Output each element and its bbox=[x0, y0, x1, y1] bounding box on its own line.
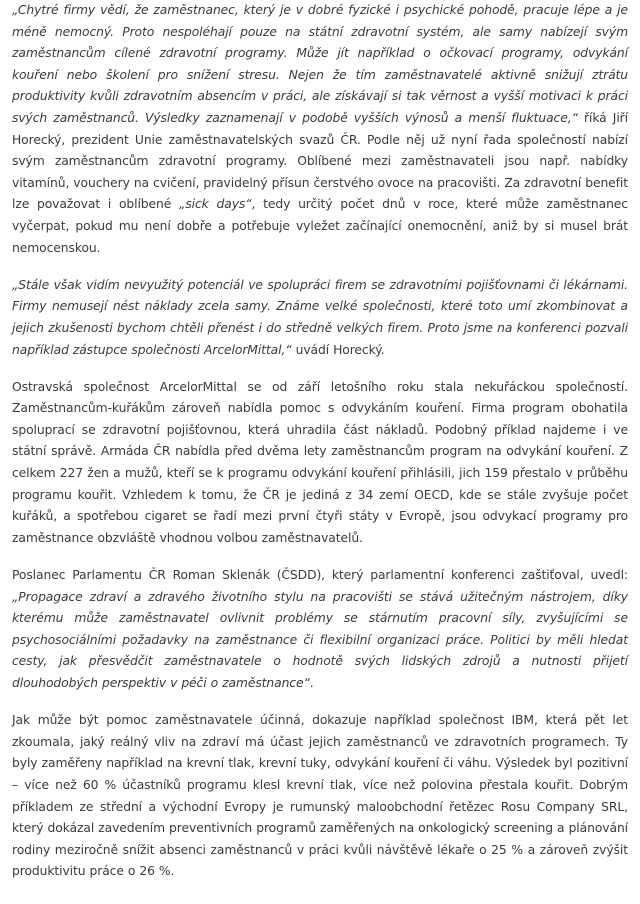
paragraph-4 bbox=[12, 565, 628, 695]
paragraph-2-attribution: uvádí Horecký. bbox=[291, 342, 385, 357]
sick-days-term: „sick days“ bbox=[179, 197, 252, 212]
paragraph-5-text: Jak může být pomoc zaměstnavatele účinná, dokazuje například společnost IBM, která pět let zkoumala, jaký reálný vliv na zdraví má účast jejich zaměstnanců ve zdravotních programech. Ty byly zaměřeny například na krevní tlak, krevní tuky, odvykání kouření či váhu. Výsledek byl pozitivní – více než 60 % účastníků programu klesl krevní tlak, více než polovina přestala kouřit. Dobrým příkladem ze střední a východní Evropy je rumunský maloobchodní řetězec Rosu Company SRL, který dokázal zavedením preventivních programů zaměřených na onkologický screening a plánování rodiny meziročně snížit absenci zaměstnanců v práci kvůli návštěvě lékaře o 25 % a zároveň zvýšit produktivitu práce o 26 %. bbox=[12, 713, 628, 879]
paragraph-3-text: Ostravská společnost ArcelorMittal se od září letošního roku stala nekuřáckou společností. Zaměstnancům-kuřákům zároveň nabídla pomoc s odvykáním kouření. Firma program obohatila spoluprací se zdravotní pojišťovnou, která uhradila část nákladů. Podobný příklad najdeme i ve státní správě. Armáda ČR nabídla před dvěma lety zaměstnancům program na odvykání kouření. Z celkem 227 žen a mužů, kteří se k programu odvykání kouření přihlásili, jich 159 přestalo v průběhu programu kouřit. Vzhledem k tomu, že ČR je jediná z 34 zemí OECD, kde se stále zvyšuje počet kuřáků, a spotřebou cigaret se řadí mezi první čtyři státy v Evropě, jsou odvykací programy pro zaměstnance obzvláště vhodnou volbou zaměstnavatelů. bbox=[12, 379, 628, 545]
quote-horecky-1: „Chytré firmy vědí, že zaměstnanec, který je v dobré fyzické i psychické pohodě, pracuje lépe a je méně nemocný. Proto nespoléhají pouze na státní zdravotní systém, ale samy nabízejí svým zaměstnancům cílené zdravotní programy. Může jít například o očkovací programy, odvykání kouření nebo školení pro snížení stresu. Nejen že tím zaměstnavatelé aktivně snižují ztrátu produktivity kvůli zdravotním absencím v práci, ale získávají si tak věrnost a vyšší motivaci k práci svých zaměstnanců. Výsledky zaznamenají v podobě vyšších výnosů a menší fluktuace,“ bbox=[12, 3, 628, 125]
paragraph-1-text-b: , tedy určitý počet dnů v roce, které může zaměstnanec vyčerpat, pokud mu není dobře a potřebuje vyležet začínající onemocnění, aniž by si musel brát nemocenskou. bbox=[12, 197, 628, 255]
paragraph-1 bbox=[12, 0, 628, 259]
paragraph-5 bbox=[12, 710, 628, 883]
paragraph-4-intro: Poslanec Parlamentu ČR Roman Sklenák (ČSDD), který parlamentní konferenci zaštiťoval, uvedl: bbox=[12, 568, 628, 583]
paragraph-2 bbox=[12, 275, 628, 361]
quote-horecky-2: „Stále však vidím nevyužitý potenciál ve spolupráci firem se zdravotními pojišťovnami či lékárnami. Firmy nemusejí nést náklady zcela samy. Známe velké společnosti, které toto umí zkombinovat a jejich zkušenosti bychom chtěli přenést i do středně velkých firem. Proto jsme na konferenci pozvali například zástupce společnosti ArcelorMittal,“ bbox=[12, 277, 628, 357]
quote-sklenak: „Propagace zdraví a zdravého životního stylu na pracovišti se stává užitečným nástrojem, díky kterému může zaměstnavatel ovlivnit problémy se stárnutím pracovní síly, zvyšujícími se psychosociálními požadavky na zaměstnance či flexibilní organizaci práce. Politici by měli hledat cesty, jak přesvědčit zaměstnavatele o hodnotě svých lidských zdrojů a nutnosti přijetí dlouhodobých perspektiv v péči o zaměstnance“ bbox=[12, 589, 628, 690]
paragraph-1-text-a: říká Jiří Horecký, prezident Unie zaměstnavatelských svazů ČR. Podle něj už nyní řada společností nabízí svým zaměstnancům zdravotní programy. Oblíbené mezi zaměstnavateli jsou např. nabídky vitamínů, vouchery na cvičení, pravidelný přísun čerstvého ovoce na pracovišti. Za zdravotní benefit lze považovat i oblíbené bbox=[12, 110, 628, 212]
paragraph-3 bbox=[12, 377, 628, 550]
paragraph-4-end: . bbox=[309, 676, 314, 690]
article-body bbox=[12, 0, 628, 883]
